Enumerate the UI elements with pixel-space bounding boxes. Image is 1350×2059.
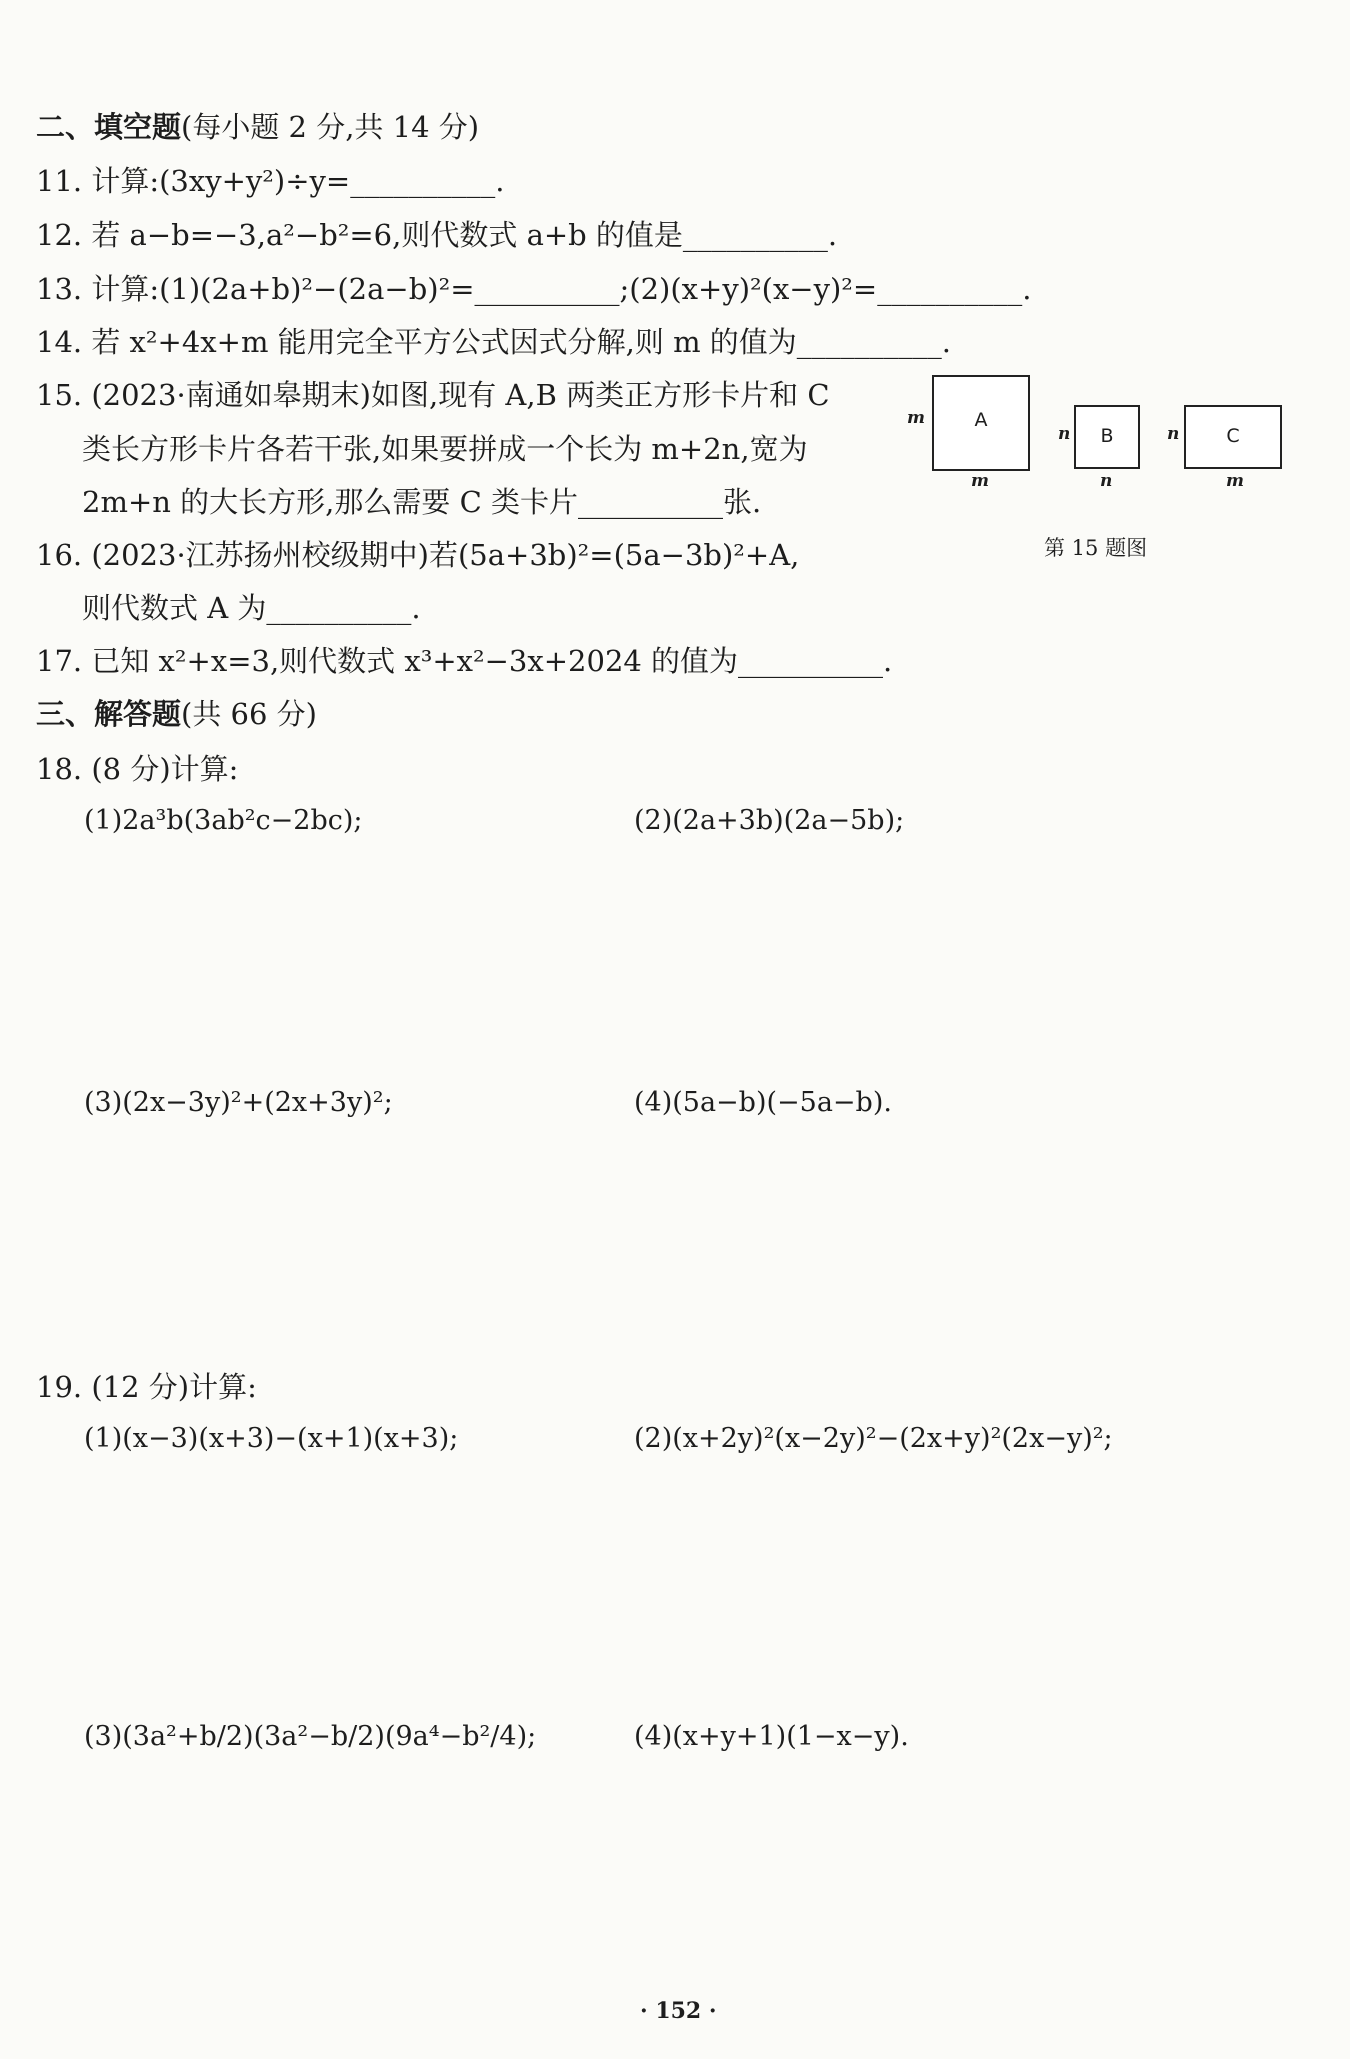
question-17: 17. 已知 x²+x=3,则代数式 x³+x²−3x+2024 的值为__________. xyxy=(36,644,893,678)
question-18-part4: (4)(5a−b)(−5a−b). xyxy=(634,1087,892,1118)
question-19-part1: (1)(x−3)(x+3)−(x+1)(x+3); xyxy=(84,1423,459,1454)
question-14: 14. 若 x²+4x+m 能用完全平方公式因式分解,则 m 的值为__________. xyxy=(36,325,952,359)
figure-15-caption: 第 15 题图 xyxy=(1044,536,1148,560)
question-19-part4: (4)(x+y+1)(1−x−y). xyxy=(634,1721,909,1752)
question-18-part3: (3)(2x−3y)²+(2x+3y)²; xyxy=(84,1087,393,1118)
question-16-line2: 则代数式 A 为__________. xyxy=(82,591,421,625)
question-12: 12. 若 a−b=−3,a²−b²=6,则代数式 a+b 的值是__________. xyxy=(36,218,838,252)
card-a xyxy=(932,375,1030,471)
section2-heading xyxy=(36,108,479,146)
card-a-side-label: m xyxy=(907,408,925,428)
page-number: · 152 · xyxy=(640,1998,717,2024)
card-c xyxy=(1184,405,1282,469)
section3-heading-bold: 三、解答题 xyxy=(36,697,182,731)
section2-heading-rest: (每小题 2 分,共 14 分) xyxy=(181,110,480,144)
card-c-label: C xyxy=(1226,425,1240,447)
question-19-title: 19. (12 分)计算: xyxy=(36,1370,257,1404)
question-18-part2: (2)(2a+3b)(2a−5b); xyxy=(634,805,905,836)
question-15-line1: 15. (2023·南通如皋期末)如图,现有 A,B 两类正方形卡片和 C xyxy=(36,378,830,412)
question-18-title: 18. (8 分)计算: xyxy=(36,752,239,786)
question-19-part3: (3)(3a²+b/2)(3a²−b/2)(9a⁴−b²/4); xyxy=(84,1721,537,1752)
section3-heading xyxy=(36,695,317,733)
card-a-bottom-label: m xyxy=(971,471,989,491)
card-a-label: A xyxy=(974,409,988,431)
card-c-bottom-label: m xyxy=(1226,471,1244,491)
card-b-label: B xyxy=(1100,425,1114,447)
card-b xyxy=(1074,405,1140,469)
question-18-part1: (1)2a³b(3ab²c−2bc); xyxy=(84,805,363,836)
card-b-side-label: n xyxy=(1058,424,1071,444)
question-15-line3: 2m+n 的大长方形,那么需要 C 类卡片__________张. xyxy=(82,485,762,519)
section2-heading-bold: 二、填空题 xyxy=(36,110,182,144)
question-11: 11. 计算:(3xy+y²)÷y=__________. xyxy=(36,164,505,198)
question-13: 13. 计算:(1)(2a+b)²−(2a−b)²=__________;(2)(x+y)²(x−y)²=__________. xyxy=(36,272,1032,306)
question-16-line1: 16. (2023·江苏扬州校级期中)若(5a+3b)²=(5a−3b)²+A, xyxy=(36,538,800,572)
question-19-part2: (2)(x+2y)²(x−2y)²−(2x+y)²(2x−y)²; xyxy=(634,1423,1113,1454)
question-15-line2: 类长方形卡片各若干张,如果要拼成一个长为 m+2n,宽为 xyxy=(82,432,808,466)
card-c-side-label: n xyxy=(1167,424,1180,444)
section3-heading-rest: (共 66 分) xyxy=(181,697,317,731)
card-b-bottom-label: n xyxy=(1100,471,1113,491)
